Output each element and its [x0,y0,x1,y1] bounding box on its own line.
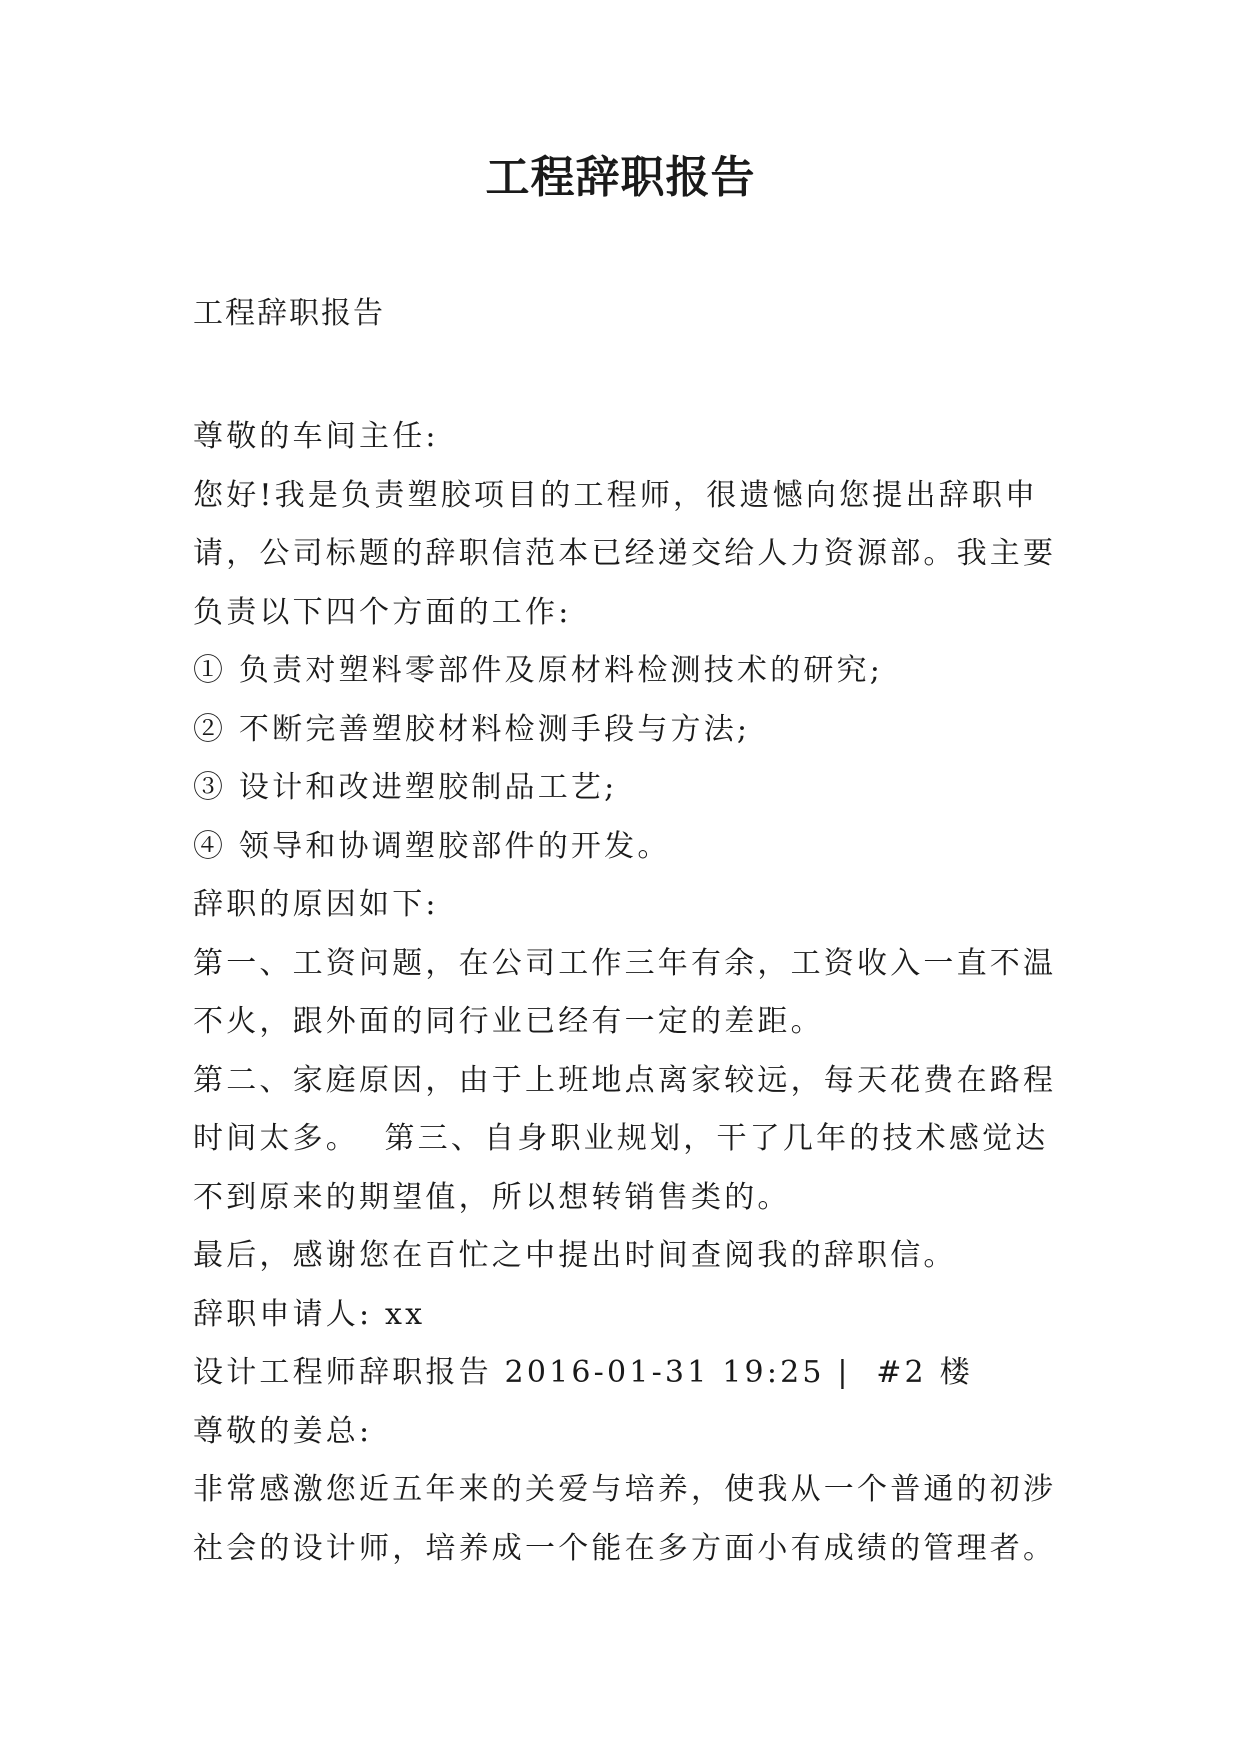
body-line: 不火，跟外面的同行业已经有一定的差距。 [193,1004,824,1039]
body-line: 时间太多。 第三、自身职业规划，干了几年的技术感觉达 [193,1121,1049,1156]
post-header-line: 设计工程师辞职报告 2016-01-31 19:25 | #2 楼 [193,1355,973,1390]
body-line: 您好!我是负责塑胶项目的工程师，很遗憾向您提出辞职申 [193,477,1039,513]
document-title: 工程辞职报告 [485,152,756,203]
body-line: 第一、工资问题，在公司工作三年有余，工资收入一直不温 [193,945,1057,981]
body-line: 尊敬的车间主任: [193,419,439,454]
list-item: ① 负责对塑料零部件及原材料检测技术的研究; [193,653,884,688]
body-line: 尊敬的姜总: [193,1413,373,1449]
signature-line: 辞职申请人: xx [193,1296,426,1332]
body-line: 非常感激您近五年来的关爱与培养，使我从一个普通的初涉 [193,1472,1057,1507]
body-line: 最后，感谢您在百忙之中提出时间查阅我的辞职信。 [193,1238,957,1273]
body-line: 辞职的原因如下: [193,887,439,922]
body-line: 不到原来的期望值，所以想转销售类的。 [193,1179,791,1215]
body-line: 请，公司标题的辞职信范本已经递交给人力资源部。我主要 [193,536,1057,571]
body-line: 负责以下四个方面的工作: [193,594,572,630]
list-item: ③ 设计和改进塑胶制品工艺; [193,770,618,805]
body-line: 第二、家庭原因，由于上班地点离家较远，每天花费在路程 [193,1062,1057,1098]
list-item: ④ 领导和协调塑胶部件的开发。 [193,828,671,864]
document-body [193,408,1073,1578]
list-item: ② 不断完善塑胶材料检测手段与方法; [193,711,751,747]
document-subtitle: 工程辞职报告 [193,296,385,331]
body-line: 社会的设计师，培养成一个能在多方面小有成绩的管理者。 [193,1530,1057,1566]
